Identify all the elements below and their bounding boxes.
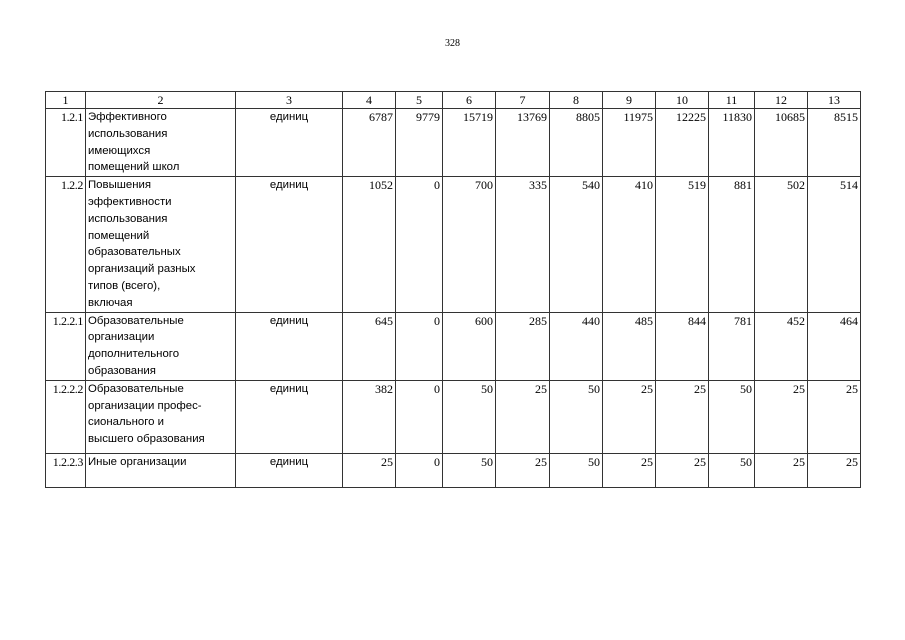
row-name	[86, 312, 236, 380]
page-number: 328	[445, 38, 460, 49]
row-name-line: использования	[88, 127, 168, 140]
row-name	[86, 453, 236, 487]
value-cell: 600	[443, 312, 496, 380]
value-cell: 540	[550, 177, 603, 312]
value-cell: 485	[603, 312, 656, 380]
table-row	[46, 380, 861, 453]
column-header-10: 10	[656, 92, 709, 109]
value-cell: 25	[496, 453, 550, 487]
row-name-line: типов (всего),	[88, 279, 161, 292]
column-header-2: 2	[86, 92, 236, 109]
row-name-line: высшего образования	[88, 433, 205, 446]
row-unit: единиц	[236, 453, 343, 487]
row-name	[86, 380, 236, 453]
column-header-12: 12	[755, 92, 808, 109]
value-cell: 514	[808, 177, 861, 312]
column-header-6: 6	[443, 92, 496, 109]
column-header-13: 13	[808, 92, 861, 109]
value-cell: 50	[550, 453, 603, 487]
row-name-line: сионального и	[88, 416, 164, 429]
value-cell: 781	[709, 312, 755, 380]
table-row	[46, 312, 861, 380]
value-cell: 25	[656, 453, 709, 487]
row-name-line: организаций разных	[88, 263, 196, 276]
row-code: 1.2.2.1	[46, 312, 86, 380]
value-cell: 12225	[656, 109, 709, 177]
row-name-line: Эффективного	[88, 111, 167, 123]
value-cell: 50	[443, 453, 496, 487]
value-cell: 25	[496, 380, 550, 453]
row-name	[86, 109, 236, 177]
value-cell: 50	[709, 380, 755, 453]
row-name-line: организации	[88, 331, 155, 344]
column-header-11: 11	[709, 92, 755, 109]
value-cell: 502	[755, 177, 808, 312]
value-cell: 440	[550, 312, 603, 380]
table-row	[46, 109, 861, 177]
value-cell: 285	[496, 312, 550, 380]
value-cell: 9779	[396, 109, 443, 177]
value-cell: 645	[343, 312, 396, 380]
column-header-3: 3	[236, 92, 343, 109]
row-name-line: включая	[88, 296, 133, 309]
value-cell: 25	[343, 453, 396, 487]
column-header-7: 7	[496, 92, 550, 109]
value-cell: 452	[755, 312, 808, 380]
value-cell: 410	[603, 177, 656, 312]
value-cell: 13769	[496, 109, 550, 177]
value-cell: 0	[396, 453, 443, 487]
column-header-4: 4	[343, 92, 396, 109]
value-cell: 1052	[343, 177, 396, 312]
value-cell: 844	[656, 312, 709, 380]
row-name-line: Образовательные	[88, 382, 184, 395]
value-cell: 11830	[709, 109, 755, 177]
value-cell: 519	[656, 177, 709, 312]
table-row	[46, 453, 861, 487]
value-cell: 0	[396, 380, 443, 453]
value-cell: 25	[808, 380, 861, 453]
value-cell: 25	[656, 380, 709, 453]
value-cell: 382	[343, 380, 396, 453]
row-name-line: эффективности	[88, 195, 172, 208]
value-cell: 25	[808, 453, 861, 487]
value-cell: 335	[496, 177, 550, 312]
row-name-line: организации профес-	[88, 399, 202, 412]
data-table	[45, 91, 861, 488]
row-code: 1.2.2	[46, 177, 86, 312]
column-header-1: 1	[46, 92, 86, 109]
value-cell: 881	[709, 177, 755, 312]
value-cell: 50	[709, 453, 755, 487]
value-cell: 6787	[343, 109, 396, 177]
row-name-line: имеющихся	[88, 144, 151, 157]
column-header-8: 8	[550, 92, 603, 109]
value-cell: 25	[603, 453, 656, 487]
column-header-9: 9	[603, 92, 656, 109]
row-name-line: помещений	[88, 229, 150, 242]
row-unit: единиц	[236, 177, 343, 312]
value-cell: 10685	[755, 109, 808, 177]
row-unit: единиц	[236, 312, 343, 380]
row-name-line: образования	[88, 364, 156, 377]
row-code: 1.2.1	[46, 109, 86, 177]
value-cell: 25	[755, 380, 808, 453]
column-header-5: 5	[396, 92, 443, 109]
value-cell: 25	[603, 380, 656, 453]
value-cell: 15719	[443, 109, 496, 177]
row-name-line: помещений школ	[88, 161, 180, 174]
value-cell: 464	[808, 312, 861, 380]
value-cell: 700	[443, 177, 496, 312]
value-cell: 25	[755, 453, 808, 487]
row-unit: единиц	[236, 380, 343, 453]
value-cell: 50	[550, 380, 603, 453]
row-unit: единиц	[236, 109, 343, 177]
table-row	[46, 177, 861, 312]
row-name-line: Повышения	[88, 179, 152, 192]
value-cell: 8515	[808, 109, 861, 177]
row-code: 1.2.2.2	[46, 380, 86, 453]
row-name-line: использования	[88, 212, 168, 225]
value-cell: 8805	[550, 109, 603, 177]
row-name-line: образовательных	[88, 246, 181, 259]
value-cell: 0	[396, 312, 443, 380]
row-name-line: Образовательные	[88, 314, 184, 327]
row-name	[86, 177, 236, 312]
row-name-line: Иные организации	[88, 455, 187, 468]
value-cell: 11975	[603, 109, 656, 177]
header-row	[46, 92, 861, 109]
row-name-line: дополнительного	[88, 348, 180, 361]
value-cell: 0	[396, 177, 443, 312]
value-cell: 50	[443, 380, 496, 453]
row-code: 1.2.2.3	[46, 453, 86, 487]
